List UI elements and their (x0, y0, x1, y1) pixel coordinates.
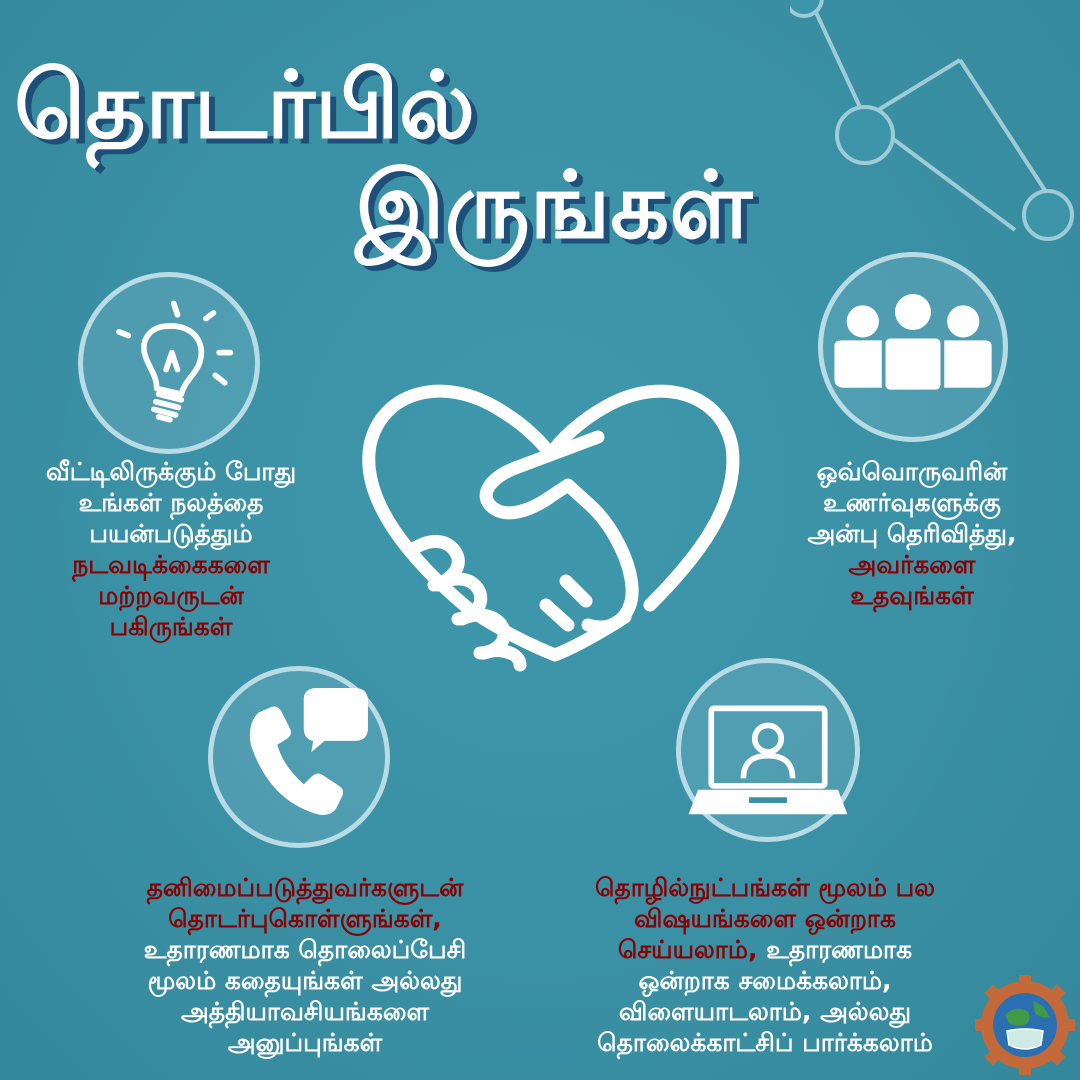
group-people-icon (818, 252, 1008, 442)
text-line: நடவடிக்கைகளை (72, 550, 270, 579)
text-line: அனுப்புங்கள் (227, 1028, 383, 1057)
title-line-1: தொடர்பில் (14, 52, 476, 159)
text-line: பயன்படுத்தும் (89, 519, 253, 548)
text-line: உதவுங்கள் (850, 581, 974, 610)
text-line: மூலம் கதையுங்கள் அல்லது (147, 966, 463, 995)
text-line: உணர்வுகளுக்கு (823, 488, 1001, 517)
heart-handshake-icon (350, 355, 750, 675)
text-line: உங்கள் நலத்தை (78, 488, 264, 517)
phone-chat-icon (208, 666, 390, 848)
text-line (540, 934, 990, 965)
text-line: விளையாடலாம், அல்லது (618, 997, 912, 1026)
bottom-left-text (80, 872, 530, 1058)
text-line: தொடர்புகொள்ளுங்கள், (168, 904, 442, 933)
laptop-video-call-icon (676, 658, 860, 842)
text-line: அன்பு தெரிவித்து, (807, 519, 1017, 548)
text-segment: செய்யலாம், (617, 935, 758, 964)
text-line: வீட்டிலிருக்கும் போது (45, 457, 297, 486)
top-right-text (756, 456, 1068, 611)
text-line: தொலைக்காட்சிப் பார்க்கலாம் (597, 1028, 933, 1057)
lightbulb-icon (78, 272, 260, 454)
text-line: தொழில்நுட்பங்கள் மூலம் பல (594, 873, 936, 902)
title-line-2: இருங்கள் (355, 152, 753, 259)
text-segment: உதாரணமாக (757, 935, 913, 964)
text-line: மற்றவருடன் (98, 581, 244, 610)
text-line: அத்தியாவசியங்களை (180, 997, 430, 1026)
text-line: உதாரணமாக தொலைப்பேசி (143, 935, 467, 964)
top-left-text (0, 456, 342, 642)
text-line: ஒன்றாக சமைக்கலாம், (638, 966, 892, 995)
text-line: ஒவ்வொருவரின் (816, 457, 1008, 486)
text-line: விஷயங்களை ஒன்றாக (634, 904, 896, 933)
network-nodes-icon (790, 0, 1080, 260)
bottom-right-text (540, 872, 990, 1058)
text-line: அவர்களை (848, 550, 976, 579)
text-line: பகிருங்கள் (109, 612, 233, 641)
text-line: தனிமைப்படுத்துவர்களுடன் (146, 873, 464, 902)
earth-mask-gear-logo (975, 975, 1075, 1075)
